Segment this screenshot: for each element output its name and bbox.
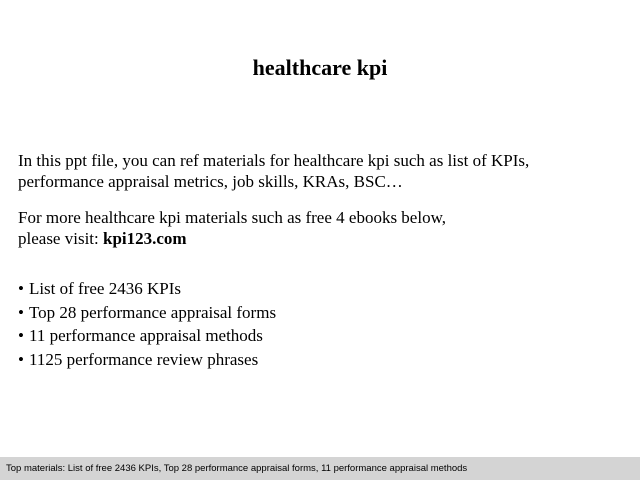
bullet-text: 1125 performance review phrases — [28, 349, 259, 369]
more-materials-paragraph — [18, 207, 618, 249]
footer-text: Top materials: List of free 2436 KPIs, Top 28 performance appraisal forms, 11 performance appraisal methods — [6, 463, 468, 474]
more-materials-line: For more healthcare kpi materials such as free 4 ebooks below, — [18, 208, 446, 227]
intro-paragraph: In this ppt file, you can ref materials for healthcare kpi such as list of KPIs, performance appraisal metrics, job skills, KRAs, BSC… — [18, 151, 530, 191]
bullet-item — [18, 324, 276, 348]
visit-line — [18, 228, 618, 249]
footer-bar — [0, 457, 640, 480]
bullet-text: 11 performance appraisal methods — [28, 326, 263, 345]
slide-title: healthcare kpi — [252, 55, 388, 80]
bullet-icon: • — [18, 349, 24, 369]
kpi123-link[interactable]: kpi123.com — [102, 229, 187, 248]
bullet-icon: • — [18, 302, 24, 322]
bullet-icon: • — [18, 326, 24, 345]
visit-prefix: please visit: — [18, 229, 103, 248]
bullet-icon: • — [18, 279, 24, 298]
bullet-text: Top 28 performance appraisal forms — [28, 302, 277, 322]
materials-bullet-list — [18, 277, 276, 371]
bullet-text: List of free 2436 KPIs — [28, 279, 181, 298]
bullet-item — [18, 348, 276, 372]
bullet-item — [18, 277, 276, 301]
bullet-item — [18, 301, 276, 325]
